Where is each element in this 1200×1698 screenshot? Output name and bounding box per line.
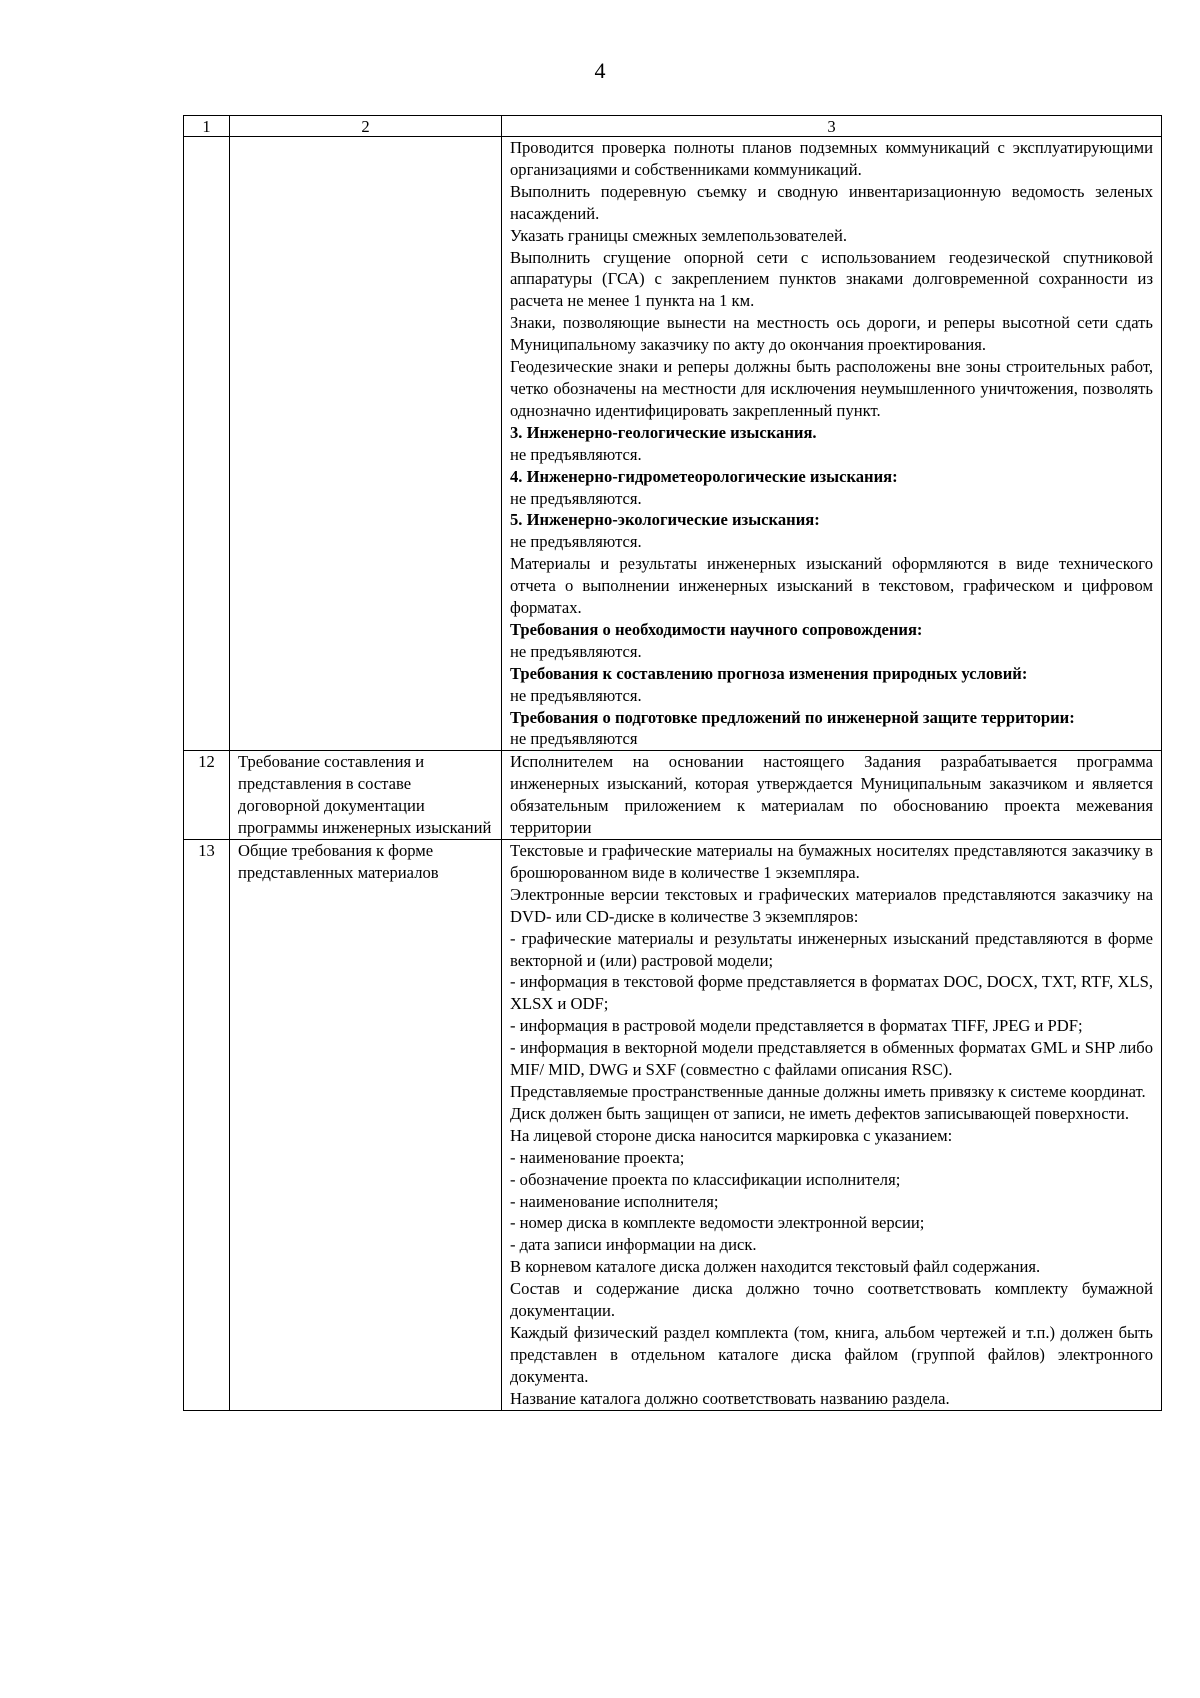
table-header-row <box>184 116 1162 137</box>
column-header-2: 2 <box>230 116 502 137</box>
section-heading: 5. Инженерно-экологические изыскания: <box>510 510 820 530</box>
row-content <box>502 751 1162 840</box>
paragraph: не предъявляются <box>510 729 638 749</box>
section-heading: Требования к составлению прогноза изменения природных условий: <box>510 663 1028 683</box>
row-content <box>502 137 1162 751</box>
paragraph: Состав и содержание диска должно точно соответствовать комплекту бумажной документации. <box>510 1279 1153 1321</box>
column-header-1: 1 <box>184 116 230 137</box>
section-heading: Требования о подготовке предложений по инженерной защите территории: <box>510 707 1075 727</box>
row-title <box>230 137 502 751</box>
row-number: 12 <box>184 751 230 840</box>
column-header-3: 3 <box>502 116 1162 137</box>
row-number <box>184 137 230 751</box>
paragraph: - номер диска в комплекте ведомости электронной версии; <box>510 1213 925 1233</box>
paragraph: Геодезические знаки и реперы должны быть расположены вне зоны строительных работ, четко обозначены на местности для исключения неумышленного уничтожения, позволять однозначно идентифицировать закрепленный пункт. <box>510 357 1153 420</box>
table-row-13 <box>184 840 1162 1411</box>
paragraph: - информация в текстовой форме представляется в форматах DOC, DOCX, TXT, RTF, XLS, XLSX и ODF; <box>510 972 1153 1014</box>
section-heading: 4. Инженерно-гидрометеорологические изыскания: <box>510 466 898 486</box>
table-row-continuation <box>184 137 1162 751</box>
row-title: Общие требования к форме представленных материалов <box>230 840 502 1411</box>
paragraph: - информация в векторной модели представляется в обменных форматах GML и SHP либо MIF/ MID, DWG и SXF (совместно с файлами описания RSC). <box>510 1038 1153 1080</box>
row-content <box>502 840 1162 1411</box>
page-number: 4 <box>594 58 606 83</box>
paragraph: Представляемые пространственные данные должны иметь привязку к системе координат. <box>510 1081 1146 1101</box>
paragraph: Проводится проверка полноты планов подземных коммуникаций с эксплуатирующими организациями и собственниками коммуникаций. <box>510 138 1153 179</box>
paragraph: не предъявляются. <box>510 444 642 464</box>
paragraph: Исполнителем на основании настоящего Задания разрабатывается программа инженерных изысканий, которая утверждается Муниципальным заказчиком и является обязательным приложением к материалам по обоснованию проекта межевания территории <box>510 752 1153 838</box>
paragraph: Знаки, позволяющие вынести на местность ось дороги, и реперы высотной сети сдать Муниципальному заказчику по акту до окончания проектирования. <box>510 313 1153 355</box>
section-heading: Требования о необходимости научного сопровождения: <box>510 619 923 639</box>
table-row-12 <box>184 751 1162 840</box>
paragraph: Выполнить сгущение опорной сети с использованием геодезической спутниковой аппаратуры (ГСА) с закреплением пунктов знаками долговременной сохранности из расчета не менее 1 пункта на 1 км. <box>510 247 1153 311</box>
requirements-table <box>183 115 1162 1411</box>
paragraph: В корневом каталоге диска должен находится текстовый файл содержания. <box>510 1257 1041 1277</box>
paragraph: - графические материалы и результаты инженерных изысканий представляются в форме векторной и (или) растровой модели; <box>510 928 1153 970</box>
paragraph: - наименование исполнителя; <box>510 1191 719 1211</box>
paragraph: - информация в растровой модели представляется в форматах TIFF, JPEG и PDF; <box>510 1016 1083 1036</box>
paragraph: Название каталога должно соответствовать названию раздела. <box>510 1388 950 1408</box>
paragraph: Текстовые и графические материалы на бумажных носителях представляются заказчику в брошюрованном виде в количестве 1 экземпляра. <box>510 841 1153 882</box>
paragraph: Диск должен быть защищен от записи, не иметь дефектов записывающей поверхности. <box>510 1103 1130 1123</box>
paragraph: не предъявляются. <box>510 488 642 508</box>
paragraph: - наименование проекта; <box>510 1147 685 1167</box>
section-heading: 3. Инженерно-геологические изыскания. <box>510 422 817 442</box>
paragraph: не предъявляются. <box>510 685 642 705</box>
paragraph: Выполнить подеревную съемку и сводную инвентаризационную ведомость зеленых насаждений. <box>510 181 1153 223</box>
paragraph: - обозначение проекта по классификации исполнителя; <box>510 1169 901 1189</box>
paragraph: Указать границы смежных землепользователей. <box>510 225 847 245</box>
paragraph: Электронные версии текстовых и графических материалов представляются заказчику на DVD- или CD-диске в количестве 3 экземпляров: <box>510 884 1153 926</box>
paragraph: не предъявляются. <box>510 641 642 661</box>
row-number: 13 <box>184 840 230 1411</box>
row-title: Требование составления и представления в составе договорной документации программы инженерных изысканий <box>230 751 502 840</box>
paragraph: На лицевой стороне диска наносится маркировка с указанием: <box>510 1125 953 1145</box>
paragraph: Каждый физический раздел комплекта (том, книга, альбом чертежей и т.п.) должен быть представлен в отдельном каталоге диска файлом (группой файлов) электронного документа. <box>510 1322 1153 1386</box>
paragraph: не предъявляются. <box>510 532 642 552</box>
paragraph: Материалы и результаты инженерных изысканий оформляются в виде технического отчета о выполнении инженерных изысканий в текстовом, графическом и цифровом форматах. <box>510 554 1153 618</box>
paragraph: - дата записи информации на диск. <box>510 1235 757 1255</box>
